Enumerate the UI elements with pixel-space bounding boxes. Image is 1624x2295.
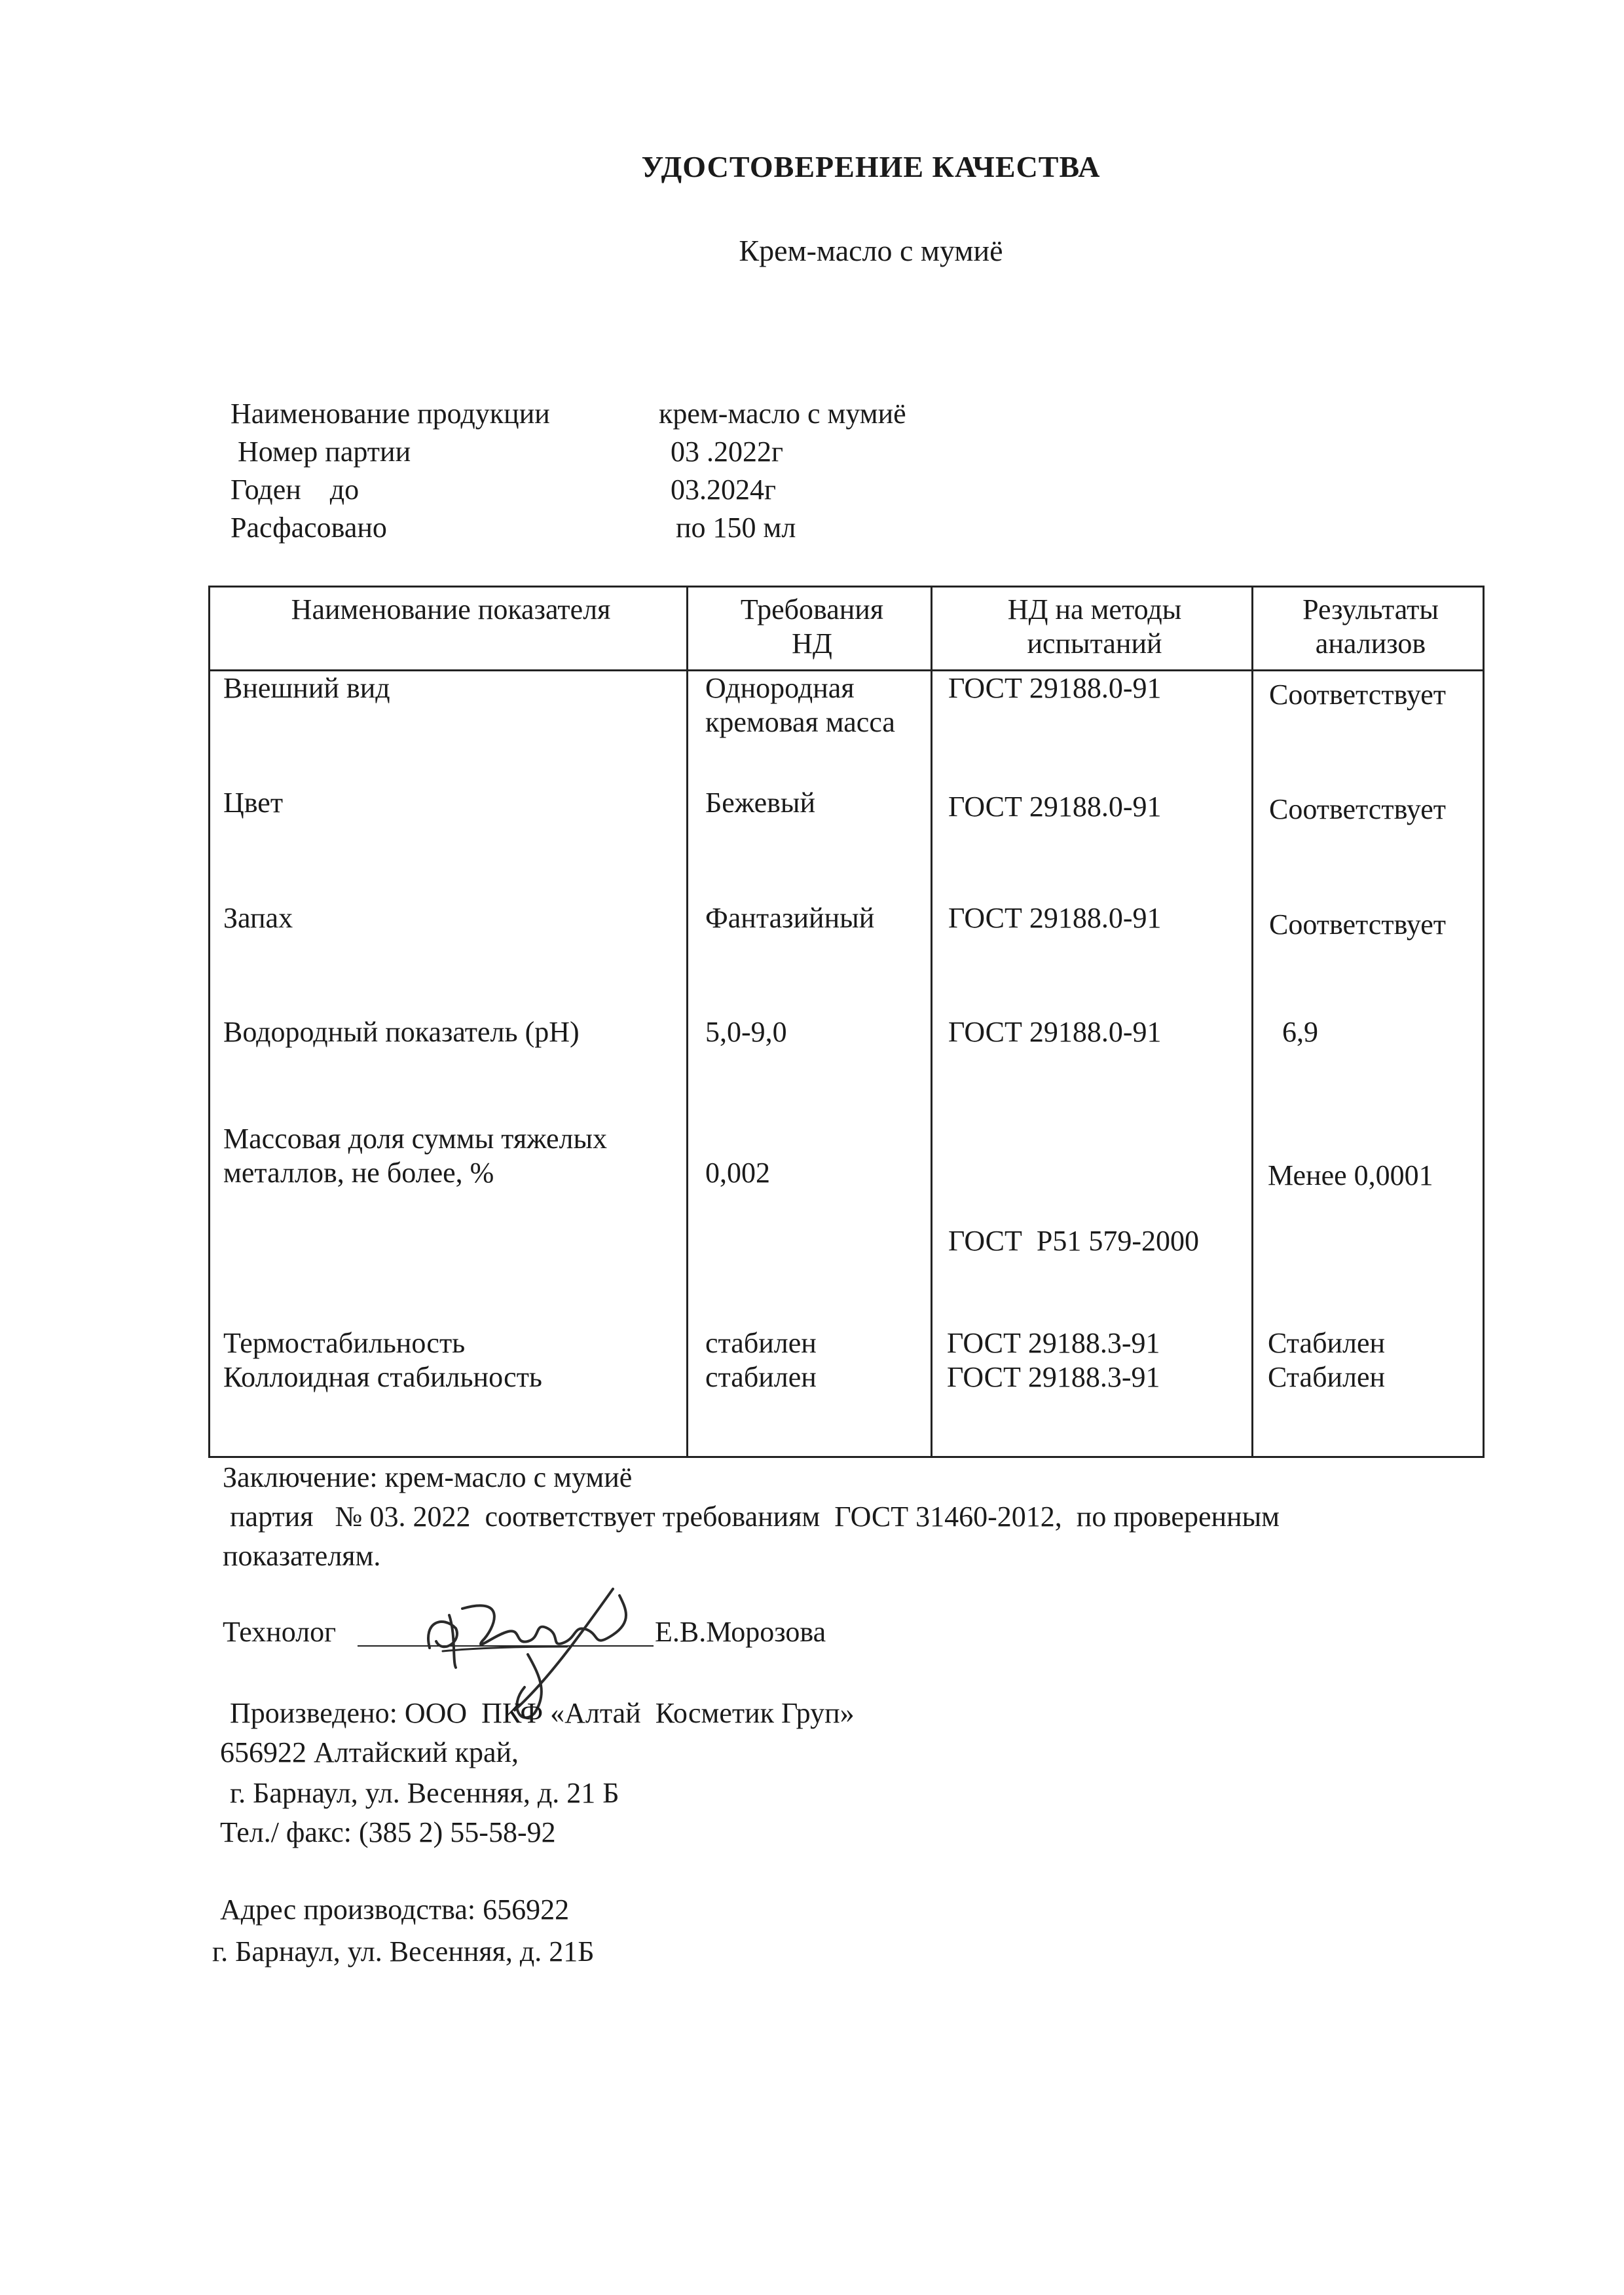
result-cell [1253,1326,1484,1457]
result-cell [1253,671,1484,786]
address-line: г. Барнаул, ул. Весенняя, д. 21Б [212,1935,595,1968]
cell-text: ГОСТ 29188.0-91 [948,790,1162,823]
conclusion-line: Заключение: крем-масло с мумиё [223,1461,633,1493]
cell-text: Коллоидная стабильность [223,1360,542,1393]
manufacturer-line: г. Барнаул, ул. Весенняя, д. 21 Б [223,1777,619,1809]
requirement-cell [688,1015,932,1122]
cell-text: стабилен [705,1360,817,1393]
header-text: НД на методы [1007,593,1182,625]
cell-text: кремовая масса [705,706,895,738]
cell-text: ГОСТ 29188.0-91 [948,901,1162,934]
table-row [210,901,1484,1015]
signature-name: Е.В.Морозова [655,1616,826,1648]
indicator-name-cell [210,1326,688,1457]
result-cell [1253,901,1484,1015]
header-test-methods [932,587,1253,671]
cell-text: Стабилен [1268,1326,1386,1359]
method-cell [932,671,1253,786]
document-subtitle: Крем-масло с мумиё [739,234,1003,267]
header-text: Требования [740,593,884,625]
table-row [210,1122,1484,1326]
cell-text: Однородная [705,672,855,704]
manufacturer-line: Тел./ факс: (385 2) 55-58-92 [220,1816,556,1848]
info-value: крем-масло с мумиё [659,398,906,430]
signature-role: Технолог [223,1616,337,1648]
cell-text: ГОСТ 29188.0-91 [948,1015,1162,1048]
cell-text: Бежевый [705,786,816,819]
cell-text: металлов, не более, % [223,1156,494,1189]
table-row [210,1326,1484,1457]
info-label: Номер партии [231,436,411,468]
result-cell [1253,786,1484,901]
cell-text: ГОСТ 29188.3-91 [947,1326,1160,1359]
header-text: испытаний [1027,627,1162,660]
requirement-cell [688,1326,932,1457]
cell-text: 5,0-9,0 [705,1015,787,1048]
info-label: Годен до [231,474,360,506]
header-text: НД [792,627,832,660]
cell-text: стабилен [705,1326,817,1359]
result-cell [1253,1122,1484,1326]
requirement-cell [688,671,932,786]
table-header-row [210,587,1484,671]
method-cell [932,1122,1253,1326]
cell-text: ГОСТ 29188.0-91 [948,672,1162,704]
table-row [210,1015,1484,1122]
method-cell [932,901,1253,1015]
indicator-name-cell [210,671,688,786]
header-text: анализов [1315,627,1426,660]
info-label: Наименование продукции [231,398,550,430]
requirement-cell [688,786,932,901]
method-cell [932,1015,1253,1122]
header-text: Наименование показателя [291,593,611,625]
cell-text: Термостабильность [223,1326,466,1359]
indicator-name-cell [210,786,688,901]
cell-text: 0,002 [705,1156,770,1189]
manufacturer-line: 656922 Алтайский край, [220,1736,519,1768]
indicator-name-cell [210,1122,688,1326]
header-text: Результаты [1302,593,1439,625]
quality-table [208,586,1485,1458]
requirement-cell [688,1122,932,1326]
indicator-name-cell [210,901,688,1015]
requirement-cell [688,901,932,1015]
header-indicator-name [210,587,688,671]
cell-text: Соответствует [1269,793,1447,825]
header-requirements [688,587,932,671]
cell-text: ГОСТ 29188.3-91 [947,1360,1160,1393]
header-results [1253,587,1484,671]
cell-text: Запах [223,901,293,934]
info-value: 03.2024г [671,474,777,506]
cell-text: Соответствует [1269,679,1447,711]
cell-text: Массовая доля суммы тяжелых [223,1122,608,1155]
table-row [210,671,1484,786]
table-row [210,786,1484,901]
cell-text: ГОСТ Р51 579-2000 [948,1224,1200,1257]
cell-text: Менее 0,0001 [1268,1159,1433,1191]
cell-text: 6,9 [1282,1015,1318,1048]
cell-text: Соответствует [1269,908,1447,941]
info-label: Расфасовано [231,512,387,544]
conclusion-line: показателям. [223,1540,381,1572]
method-cell [932,786,1253,901]
method-cell [932,1326,1253,1457]
info-value: 03 .2022г [671,436,784,468]
conclusion-line: партия № 03. 2022 соответствует требованиям ГОСТ 31460-2012, по проверенным [223,1501,1280,1533]
indicator-name-cell [210,1015,688,1122]
document-title: УДОСТОВЕРЕНИЕ КАЧЕСТВА [641,150,1101,183]
cell-text: Цвет [223,786,284,819]
result-cell [1253,1015,1484,1122]
address-line: Адрес производства: 656922 [220,1894,570,1926]
cell-text: Водородный показатель (pH) [223,1015,580,1048]
cell-text: Внешний вид [223,672,390,704]
cell-text: Стабилен [1268,1360,1386,1393]
info-value: по 150 мл [676,512,796,544]
cell-text: Фантазийный [705,901,875,934]
manufacturer-line: Произведено: ООО ПКФ «Алтай Косметик Груп» [223,1697,855,1729]
